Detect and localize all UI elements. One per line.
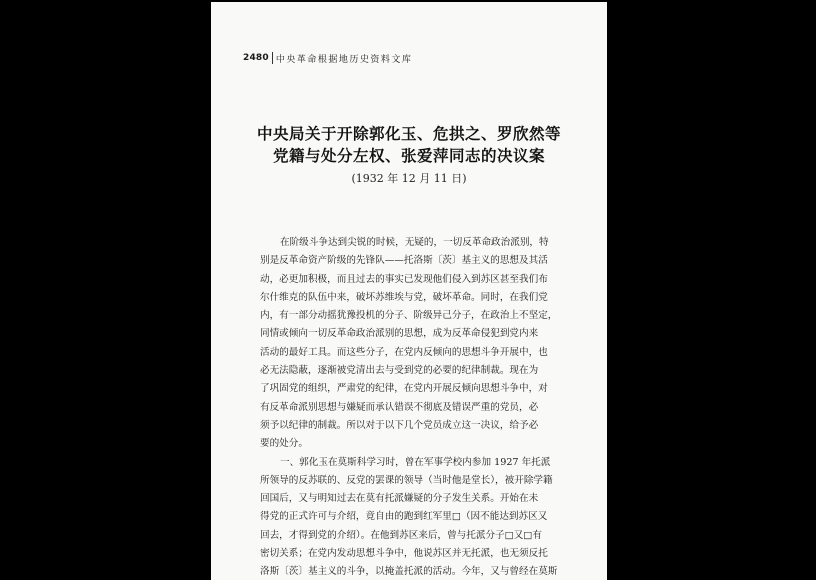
text-line: 尔什维克的队伍中来，破坏苏维埃与党，破坏革命。同时，在我们党	[260, 291, 548, 303]
text-line: 了巩固党的组织，严肃党的纪律，在党内开展反倾向思想斗争中，对	[260, 383, 548, 395]
text-line: 密切关系；在党内发动思想斗争中，他说苏区并无托派，也无须反托	[260, 548, 548, 560]
text-line: 得党的正式许可与介绍，竟自由的跑到红军里□（因不能达到苏区又	[260, 511, 548, 523]
text-line: 有反革命派别思想与嫌疑而承认错误不彻底及错误严重的党员，必	[260, 401, 539, 413]
text-line: 回去，才得到党的介绍）。在他到苏区来后，曾与托派分子□又□有	[260, 529, 542, 541]
document-date: (1932 年 12 月 11 日)	[351, 172, 467, 185]
text-line: 内，有一部分动摇犹豫投机的分子、阶级异己分子，在政治上不坚定，	[260, 310, 558, 322]
header-divider	[272, 52, 273, 64]
text-line: 须予以纪律的制裁。所以对于以下几个党员成立这一决议，给予必	[260, 419, 539, 431]
text-line: 洛斯〔茨〕基主义的斗争，以掩盖托派的活动。今年，又与曾经在莫斯	[260, 566, 558, 578]
text-line: 要的处分。	[260, 438, 308, 450]
text-line: 同情或倾向一切反革命政治派别的思想，成为反革命侵犯到党内来	[260, 328, 539, 340]
text-line: 别是反革命资产阶级的先锋队——托洛斯〔茨〕基主义的思想及其活	[260, 255, 548, 267]
paragraph-2	[260, 454, 576, 580]
document-title-line-2: 党籍与处分左权、张爱萍同志的决议案	[272, 147, 545, 165]
document-page	[211, 2, 607, 580]
document-title-line-1: 中央局关于开除郭化玉、危拱之、罗欣然等	[256, 125, 561, 143]
text-line: 所领导的反苏联的、反党的罢课的领导（当时他是堂长），被开除学籍	[260, 474, 553, 486]
text-line: 必无法隐蔽，逐渐被党清出去与受到党的必要的纪律制裁。现在为	[260, 365, 539, 377]
document-body	[260, 234, 576, 580]
text-line: 活动的最好工具。而这些分子，在党内反倾向的思想斗争开展中，也	[260, 346, 548, 358]
paragraph-1	[260, 234, 576, 454]
running-header	[243, 51, 412, 65]
text-line: 一、郭化玉在莫斯科学习时，曾在军事学校内参加 1927 年托派	[280, 456, 551, 468]
text-line: 动，必更加积极，而且过去的事实已发现他们侵入到苏区甚至我们布	[260, 273, 548, 285]
text-line: 回国后，又与明知过去在莫有托派嫌疑的分子发生关系。开始在未	[260, 493, 539, 505]
document-title-block	[211, 123, 607, 187]
series-title: 中央革命根据地历史资料文库	[275, 54, 413, 65]
page-number: 2480	[243, 53, 269, 63]
text-line: 在阶级斗争达到尖锐的时候，无疑的，一切反革命政治派别，特	[280, 237, 549, 248]
